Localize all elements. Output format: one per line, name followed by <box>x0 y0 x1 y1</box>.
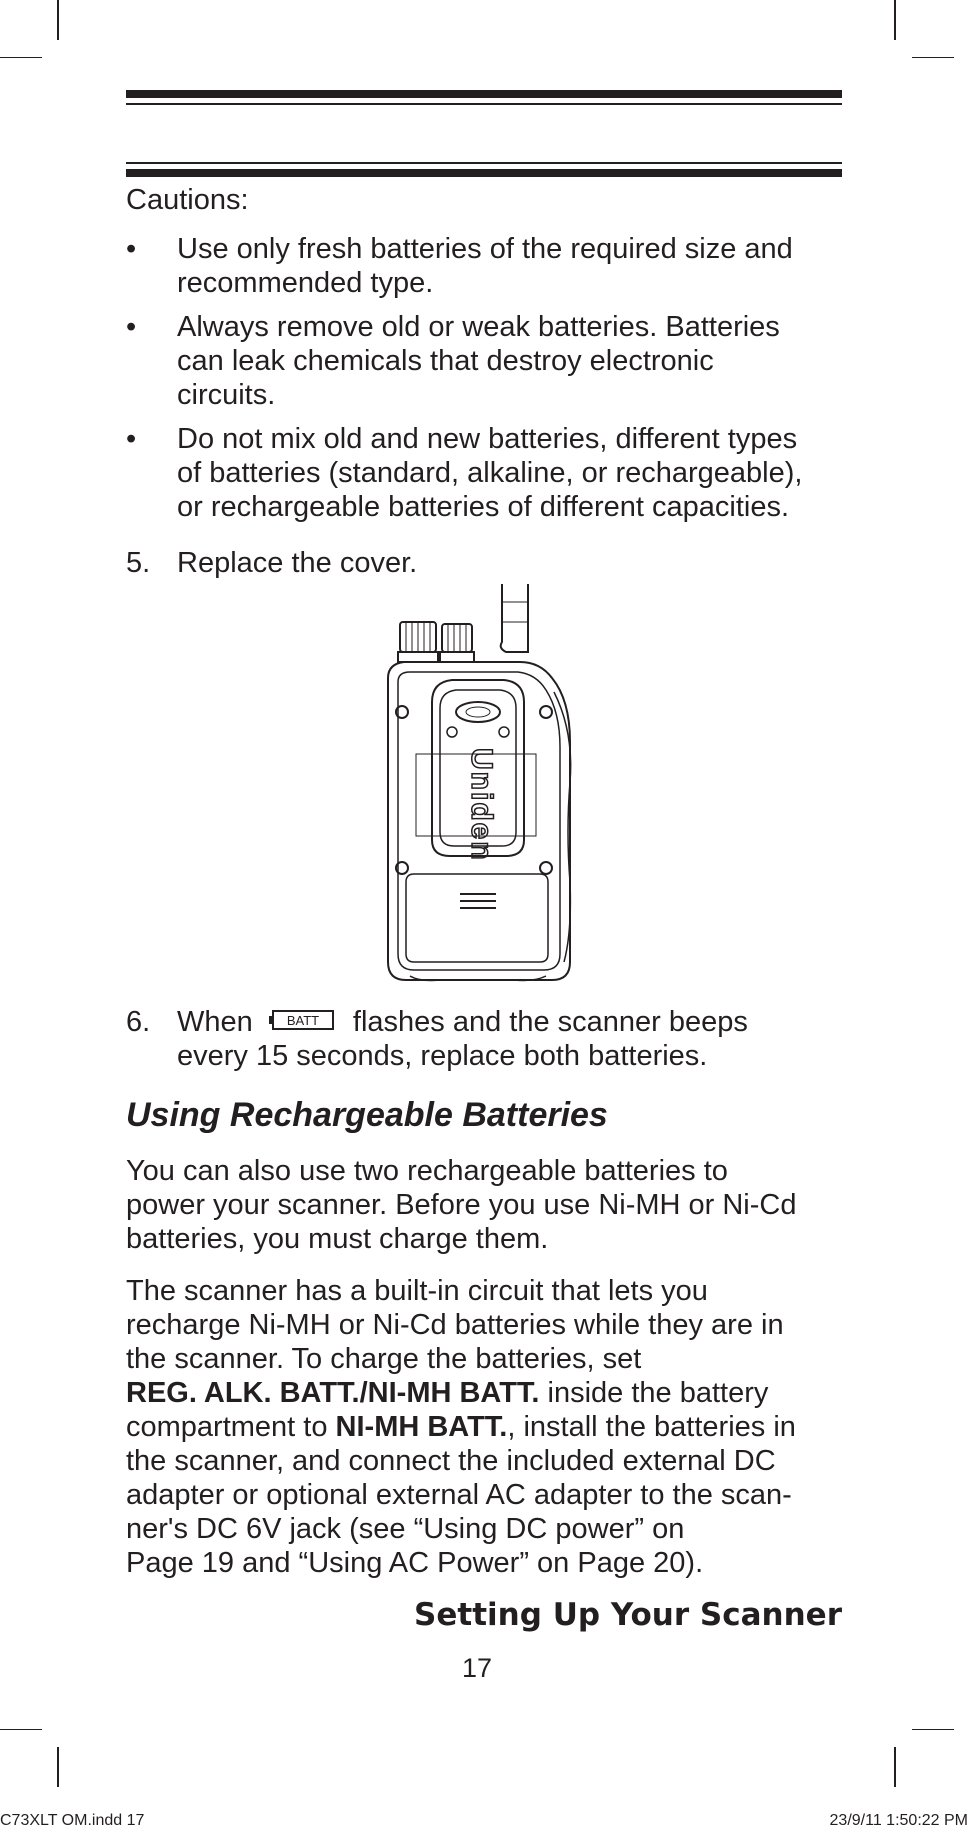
antenna <box>501 584 528 652</box>
paragraph-line: The scanner has a built-in circuit that lets you <box>126 1275 708 1307</box>
paragraph-line: Page 19 and “Using AC Power” on Page 20). <box>126 1547 704 1579</box>
running-footer: Setting Up Your Scanner <box>414 1597 842 1633</box>
svg-text:BATT: BATT <box>286 1013 319 1029</box>
caution-line: Use only fresh batteries of the required size and <box>177 233 793 265</box>
bullet-mark: • <box>126 311 137 343</box>
paragraph-line <box>126 1410 846 1444</box>
header-rule-thick <box>126 169 842 177</box>
step-text: When <box>177 1006 253 1038</box>
paragraph-line: ner's DC 6V jack (see “Using DC power” on <box>126 1513 685 1545</box>
crop-mark <box>912 57 954 58</box>
knob-right <box>440 624 474 662</box>
crop-mark <box>912 1729 954 1730</box>
step-text: flashes and the scanner beeps <box>352 1006 748 1038</box>
header-rule-thin <box>126 103 842 105</box>
scanner-back-illustration <box>380 582 580 984</box>
paragraph-line: the scanner. To charge the batteries, set <box>126 1343 642 1375</box>
caution-line: can leak chemicals that destroy electronic <box>177 345 714 377</box>
step-line: every 15 seconds, replace both batteries. <box>177 1040 708 1072</box>
slug-filename: C73XLT OM.indd 17 <box>0 1812 145 1829</box>
paragraph-text: compartment to <box>126 1411 336 1443</box>
bullet-mark: • <box>126 423 137 455</box>
crop-mark <box>0 57 42 58</box>
caution-line: Always remove old or weak batteries. Batteries <box>177 311 780 343</box>
caution-list <box>126 232 846 524</box>
knob-left <box>398 622 438 662</box>
step-number: 6. <box>126 1006 151 1038</box>
bullet-mark: • <box>126 233 137 265</box>
slug-timestamp: 23/9/11 1:50:22 PM <box>829 1812 968 1829</box>
step-6 <box>126 1005 846 1073</box>
caution-line: of batteries (standard, alkaline, or rechargeable), <box>177 457 803 489</box>
crop-mark <box>894 1747 896 1787</box>
header-rule-thin <box>126 162 842 164</box>
screw <box>540 862 552 874</box>
paragraph-line: You can also use two rechargeable batteries to <box>126 1155 728 1187</box>
paragraph-line: adapter or optional external AC adapter to the scan- <box>126 1479 792 1511</box>
paragraph-line <box>126 1376 846 1410</box>
caution-line: Do not mix old and new batteries, different types <box>177 423 798 455</box>
step-row <box>126 546 846 580</box>
paragraph-line: power your scanner. Before you use Ni-MH or Ni-Cd <box>126 1189 797 1221</box>
setting-name: REG. ALK. BATT./NI-MH BATT. <box>126 1377 540 1409</box>
paragraph-text: inside the battery <box>539 1377 769 1409</box>
crop-mark <box>57 1747 59 1787</box>
paragraph <box>126 1274 846 1580</box>
step-5 <box>126 546 846 580</box>
cautions-heading: Cautions: <box>126 184 249 216</box>
header-rule-thick <box>126 90 842 98</box>
caution-item <box>126 422 846 524</box>
page-number: 17 <box>461 1653 493 1683</box>
caution-line: recommended type. <box>177 267 434 299</box>
caution-item <box>126 232 846 300</box>
paragraph <box>126 1154 846 1256</box>
paragraph-text: , install the batteries in <box>507 1411 796 1443</box>
screw <box>540 706 552 718</box>
paragraph-line: recharge Ni-MH or Ni-Cd batteries while they are in <box>126 1309 784 1341</box>
crop-mark <box>894 0 896 40</box>
step-number: 5. <box>126 547 151 579</box>
brand-logo: Uniden <box>465 748 498 862</box>
battery-icon <box>269 1010 335 1030</box>
step-row <box>126 1005 846 1073</box>
step-text: Replace the cover. <box>177 547 418 579</box>
crop-mark <box>57 0 59 40</box>
paragraph-line: the scanner, and connect the included external DC <box>126 1445 776 1477</box>
crop-mark <box>0 1729 42 1730</box>
caution-item <box>126 310 846 412</box>
paragraph-line: batteries, you must charge them. <box>126 1223 549 1255</box>
battery-cover <box>406 874 548 962</box>
caution-line: circuits. <box>177 379 276 411</box>
setting-value: NI-MH BATT. <box>335 1411 508 1443</box>
caution-line: or rechargeable batteries of different capacities. <box>177 491 790 523</box>
section-heading: Using Rechargeable Batteries <box>126 1096 608 1134</box>
step-line <box>177 1005 846 1039</box>
